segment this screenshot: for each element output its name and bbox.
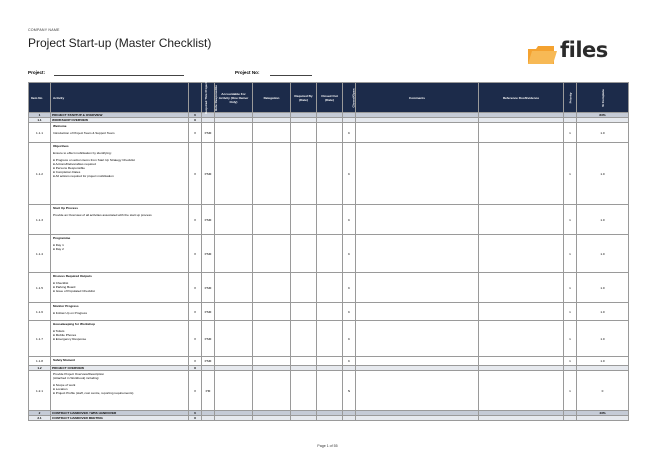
role-cell: PSM	[202, 205, 215, 235]
required-by-cell	[291, 205, 317, 235]
priority-cell: 1	[564, 371, 577, 411]
page-footer: Page 1 of 55	[317, 444, 338, 448]
status-cell: C	[343, 357, 356, 366]
percent-complete-cell: 1.0	[577, 321, 629, 357]
accountable-cell	[215, 321, 253, 357]
required-by-cell	[291, 371, 317, 411]
activity-title: Discuss Required Outputs	[53, 274, 92, 278]
accountable-cell	[215, 143, 253, 205]
required-by-cell	[291, 235, 317, 273]
reference-cell	[479, 303, 564, 321]
percent-complete-cell: 0	[577, 371, 629, 411]
closed-out-cell	[317, 235, 343, 273]
activity-cell	[51, 357, 189, 366]
col-header: Comments	[356, 83, 479, 113]
percent-complete-cell: 1.0	[577, 143, 629, 205]
comments-cell	[356, 371, 479, 411]
priority-cell: 1	[564, 205, 577, 235]
item-no-cell: 1.1.7	[29, 321, 51, 357]
table-row	[29, 143, 629, 205]
col-header: % Complete	[577, 83, 629, 113]
status-cell	[343, 416, 356, 421]
table-row	[29, 371, 629, 411]
company-name: COMPANY NAME	[28, 28, 60, 32]
comments-cell	[356, 357, 479, 366]
activity-line: ● All actions required for project mobilisation	[53, 174, 114, 178]
percent-complete-cell: 1.0	[577, 205, 629, 235]
item-no-cell: 1.1	[29, 118, 51, 123]
activity-line: Provide an Overview of all activities associated with the start up process	[53, 213, 152, 217]
activity-line: ● Toilets	[53, 329, 65, 333]
closed-out-cell	[317, 357, 343, 366]
reference-cell	[479, 273, 564, 303]
table-row	[29, 205, 629, 235]
item-no-cell: 1.2.1	[29, 371, 51, 411]
activity-title: Safety Moment	[53, 358, 76, 362]
accountable-cell	[215, 123, 253, 143]
col-header: Accountable For Activity (One Owner Only)	[215, 83, 253, 113]
status-cell: C	[343, 273, 356, 303]
status-cell: C	[343, 123, 356, 143]
required-by-cell	[291, 416, 317, 421]
required-cell: X	[189, 118, 202, 123]
role-cell: PSM	[202, 303, 215, 321]
reference-cell	[479, 357, 564, 366]
reference-cell	[479, 235, 564, 273]
required-cell: X	[189, 235, 202, 273]
activity-line: ● Mobile Phones	[53, 333, 77, 337]
reference-cell	[479, 321, 564, 357]
required-by-cell	[291, 303, 317, 321]
priority-cell	[564, 416, 577, 421]
required-cell: X	[189, 371, 202, 411]
reference-cell	[479, 123, 564, 143]
item-no-cell: 1.2	[29, 366, 51, 371]
delegation-cell	[253, 235, 291, 273]
activity-cell	[51, 123, 189, 143]
role-cell: PM	[202, 371, 215, 411]
delegation-cell	[253, 371, 291, 411]
subsection-row	[29, 416, 629, 421]
table-row	[29, 303, 629, 321]
item-no-cell: 1.1.2	[29, 143, 51, 205]
closed-out-cell	[317, 143, 343, 205]
activity-line: WORKSHOP OVERVIEW	[52, 118, 88, 122]
col-header: Closed Out (Date)	[317, 83, 343, 113]
item-no-cell: 1.1.5	[29, 273, 51, 303]
activity-line: PROJECT OVERVIEW	[52, 366, 85, 370]
comments-cell	[356, 123, 479, 143]
activity-title: Welcome	[53, 124, 67, 128]
percent-complete-cell: 1.0	[577, 357, 629, 366]
required-cell: 0	[189, 411, 202, 416]
percent-complete-cell: 1.0	[577, 123, 629, 143]
role-cell: PSM	[202, 235, 215, 273]
comments-cell	[356, 321, 479, 357]
activity-line: ● Day 1	[53, 243, 64, 247]
required-by-cell	[291, 273, 317, 303]
status-cell: C	[343, 321, 356, 357]
activity-line: ● Checklist	[53, 281, 69, 285]
table-header-row	[29, 83, 629, 113]
priority-cell: 1	[564, 235, 577, 273]
delegation-cell	[253, 123, 291, 143]
required-cell: X	[189, 366, 202, 371]
activity-line: ● Emergency Response	[53, 337, 87, 341]
percent-complete-cell: 1.0	[577, 273, 629, 303]
activity-line: ● Parking Board	[53, 285, 76, 289]
table-row	[29, 321, 629, 357]
item-no-cell: 1.1.4	[29, 235, 51, 273]
status-cell: C	[343, 235, 356, 273]
percent-complete-cell: 1.0	[577, 303, 629, 321]
delegation-cell	[253, 273, 291, 303]
col-header: Reference Doc/Evidence	[479, 83, 564, 113]
project-no-field-line	[270, 75, 312, 76]
item-no-cell: 2	[29, 411, 51, 416]
item-no-cell: 2.1	[29, 416, 51, 421]
checklist-table	[28, 82, 629, 421]
activity-line: CONTRACT HANDOVER / WBS HANDOVER	[52, 411, 117, 415]
col-header: Item No	[29, 83, 51, 113]
role-cell: PSM	[202, 273, 215, 303]
item-no-cell: 1.1.6	[29, 303, 51, 321]
role-cell: PSM	[202, 143, 215, 205]
percent-complete-cell	[577, 416, 629, 421]
item-no-cell: 1	[29, 113, 51, 118]
accountable-cell	[215, 371, 253, 411]
table-row	[29, 273, 629, 303]
priority-cell: 1	[564, 123, 577, 143]
delegation-cell	[253, 357, 291, 366]
col-header: Required This Project	[189, 83, 202, 113]
item-no-cell: 1.1.3	[29, 205, 51, 235]
activity-line: ● Scope of work	[53, 383, 76, 387]
delegation-cell	[253, 143, 291, 205]
activity-line: ● Location	[53, 387, 68, 391]
role-cell: PSM	[202, 357, 215, 366]
reference-cell	[479, 371, 564, 411]
activity-line: PROJECT STARTUP & OVERVIEW	[52, 113, 103, 117]
status-cell: C	[343, 143, 356, 205]
activity-line: ● Actions/Deliverables required	[53, 162, 96, 166]
activity-line: ● Issue of Populated Checklist	[53, 289, 95, 293]
delegation-cell	[253, 205, 291, 235]
activity-title: Start Up Process	[53, 206, 78, 210]
item-no-cell: 1.1.8	[29, 357, 51, 366]
project-label: Project:	[28, 70, 46, 75]
activity-title: Programme	[53, 236, 71, 240]
required-by-cell	[291, 357, 317, 366]
activity-cell	[51, 303, 189, 321]
status-cell: C	[343, 303, 356, 321]
activity-line: ● Progress on action items from Start Up Strategy Checklist	[53, 158, 135, 162]
status-cell: C	[343, 205, 356, 235]
reference-cell	[479, 143, 564, 205]
comments-cell	[356, 416, 479, 421]
activity-line: ● Completion Dates	[53, 170, 81, 174]
comments-cell	[356, 273, 479, 303]
role-cell: PSM	[202, 123, 215, 143]
activity-cell	[51, 205, 189, 235]
page-title: Project Start-up (Master Checklist)	[28, 36, 212, 50]
closed-out-cell	[317, 273, 343, 303]
activity-line: Ensure to effect mobilisation by identifying:	[53, 151, 112, 155]
priority-cell: 1	[564, 303, 577, 321]
activity-title: Objectives	[53, 144, 69, 148]
status-cell: N	[343, 371, 356, 411]
closed-out-cell	[317, 303, 343, 321]
required-cell: X	[189, 321, 202, 357]
required-cell: X	[189, 303, 202, 321]
activity-line: Provide Project Overview/Description	[53, 372, 105, 376]
activity-line: ● Project Profile (staff, cost centre, reporting requirements)	[53, 391, 134, 395]
col-header: Delegation	[253, 83, 291, 113]
logo-text: files	[560, 38, 608, 62]
col-header: Priority	[564, 83, 577, 113]
role-cell	[202, 416, 215, 421]
role-cell: PSM	[202, 321, 215, 357]
accountable-cell	[215, 357, 253, 366]
project-field-line	[54, 75, 184, 76]
required-cell: X	[189, 205, 202, 235]
activity-cell	[51, 273, 189, 303]
closed-out-cell	[317, 416, 343, 421]
reference-cell	[479, 416, 564, 421]
activity-cell	[51, 416, 189, 421]
percent-complete-cell: 1.0	[577, 235, 629, 273]
required-cell: 0	[189, 113, 202, 118]
col-header: Required By (Date)	[291, 83, 317, 113]
required-cell: X	[189, 416, 202, 421]
required-cell: X	[189, 357, 202, 366]
activity-line: ● Day 2	[53, 247, 64, 251]
table-row	[29, 123, 629, 143]
required-by-cell	[291, 321, 317, 357]
accountable-cell	[215, 235, 253, 273]
accountable-cell	[215, 273, 253, 303]
closed-out-cell	[317, 123, 343, 143]
priority-cell: 1	[564, 357, 577, 366]
activity-line: CONTRACT HANDOVER MEETING	[52, 416, 103, 420]
delegation-cell	[253, 321, 291, 357]
comments-cell	[356, 143, 479, 205]
required-cell: X	[189, 273, 202, 303]
priority-cell: 1	[564, 273, 577, 303]
col-header: Closed/Open	[343, 83, 356, 113]
comments-cell	[356, 235, 479, 273]
required-by-cell	[291, 123, 317, 143]
activity-line: (Attached in Workbook) including:	[53, 376, 100, 380]
table-row	[29, 357, 629, 366]
priority-cell: 1	[564, 143, 577, 205]
closed-out-cell	[317, 205, 343, 235]
item-no-cell: 1.1.1	[29, 123, 51, 143]
required-cell: X	[189, 123, 202, 143]
closed-out-cell	[317, 371, 343, 411]
accountable-cell	[215, 416, 253, 421]
accountable-cell	[215, 205, 253, 235]
activity-line: ● Follow Up on Progress	[53, 311, 88, 315]
activity-title: Monitor Progress	[53, 304, 79, 308]
delegation-cell	[253, 303, 291, 321]
col-header: Activity	[51, 83, 189, 113]
required-cell: X	[189, 143, 202, 205]
percent-complete-cell: 83%	[577, 113, 629, 118]
col-header: Role Responsible	[202, 83, 215, 113]
priority-cell: 1	[564, 321, 577, 357]
comments-cell	[356, 303, 479, 321]
reference-cell	[479, 205, 564, 235]
activity-cell	[51, 371, 189, 411]
activity-line: ● Persons Responsible	[53, 166, 85, 170]
required-by-cell	[291, 143, 317, 205]
delegation-cell	[253, 416, 291, 421]
closed-out-cell	[317, 321, 343, 357]
project-no-label: Project No:	[235, 70, 260, 75]
activity-title: Housekeeping for Workshop	[53, 322, 96, 326]
activity-cell	[51, 143, 189, 205]
activity-cell	[51, 235, 189, 273]
accountable-cell	[215, 303, 253, 321]
percent-complete-cell: 43%	[577, 411, 629, 416]
activity-line: Introduction of Project Team & Support Team	[53, 131, 115, 135]
table-row	[29, 235, 629, 273]
comments-cell	[356, 205, 479, 235]
activity-cell	[51, 321, 189, 357]
